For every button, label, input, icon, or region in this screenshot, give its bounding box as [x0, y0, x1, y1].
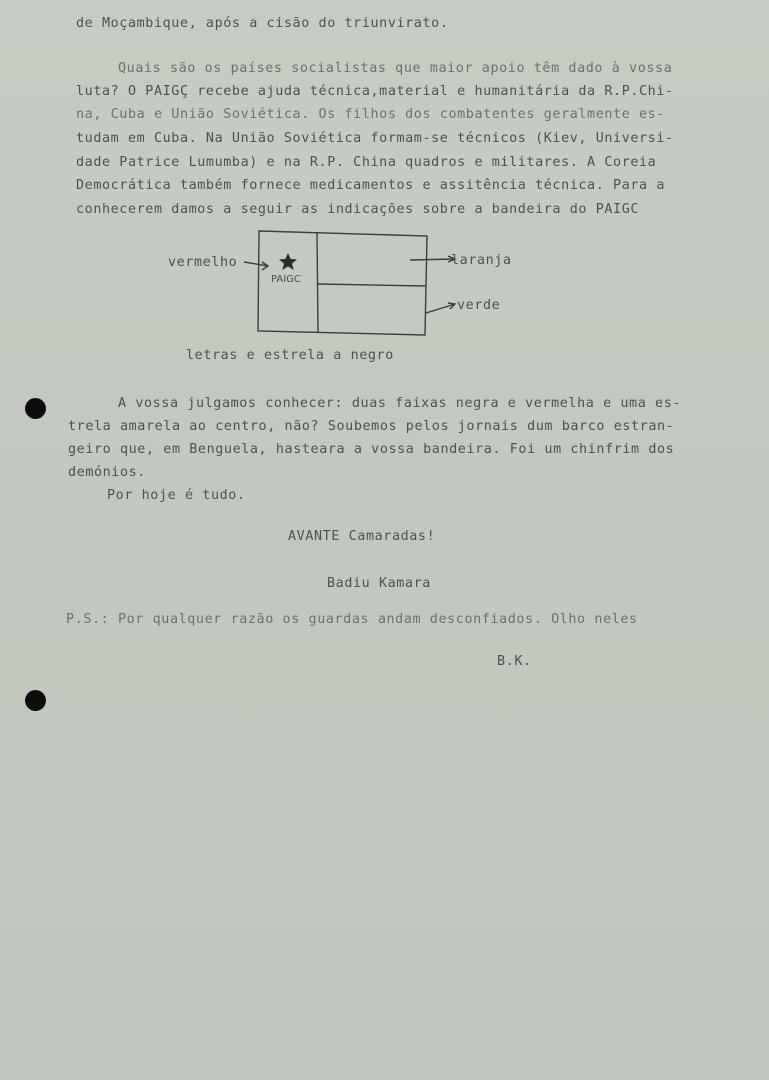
arrow-laranja — [410, 259, 455, 260]
text-line-1: de Moçambique, após a cisão do triunvirato. — [76, 16, 449, 31]
label-vermelho: vermelho — [168, 255, 238, 270]
label-verde: verde — [457, 298, 501, 313]
label-paigc: PAIGC — [271, 274, 301, 285]
signature-name: Badiu Kamara — [327, 576, 431, 591]
text-line-13: Por hoje é tudo. — [107, 488, 246, 503]
text-line-11: geiro que, em Benguela, hasteara a vossa bandeira. Foi um chinfrim dos — [68, 442, 675, 457]
punch-hole-top — [25, 398, 46, 419]
text-line-4: na, Cuba e União Soviética. Os filhos dos combatentes geralmente es- — [76, 107, 666, 122]
text-line-12: demónios. — [68, 465, 146, 480]
initials: B.K. — [497, 654, 532, 669]
text-line-8: conhecerem damos a seguir as indicações sobre a bandeira do PAIGC — [76, 202, 640, 217]
text-line-9: A vossa julgamos conhecer: duas faixas negra e vermelha e uma es- — [118, 396, 682, 411]
text-line-2: Quais são os países socialistas que maior apoio têm dado à vossa — [118, 61, 673, 76]
text-line-7: Democrática também fornece medicamentos e assitência técnica. Para a — [76, 178, 666, 193]
flag-drawing — [0, 0, 769, 380]
text-line-10: trela amarela ao centro, não? Soubemos pelos jornais dum barco estran- — [68, 419, 675, 434]
flag-caption: letras e estrela a negro — [186, 348, 394, 363]
postscript: P.S.: Por qualquer razão os guardas andam desconfiados. Olho neles — [66, 612, 638, 627]
text-line-3: luta? O PAIGÇ recebe ajuda técnica,material e humanitária da R.P.Chi- — [76, 84, 674, 99]
star-icon — [279, 253, 297, 270]
closing-salutation: AVANTE Camaradas! — [288, 529, 436, 544]
label-laranja: laranja — [451, 253, 512, 268]
text-line-6: dade Patrice Lumumba) e na R.P. China quadros e militares. A Coreia — [76, 155, 657, 170]
flag-horizontal-divider — [318, 284, 426, 286]
flag-vertical-divider — [317, 232, 318, 332]
punch-hole-bottom — [25, 690, 46, 711]
text-line-5: tudam em Cuba. Na União Soviética formam-se técnicos (Kiev, Universi- — [76, 131, 674, 146]
